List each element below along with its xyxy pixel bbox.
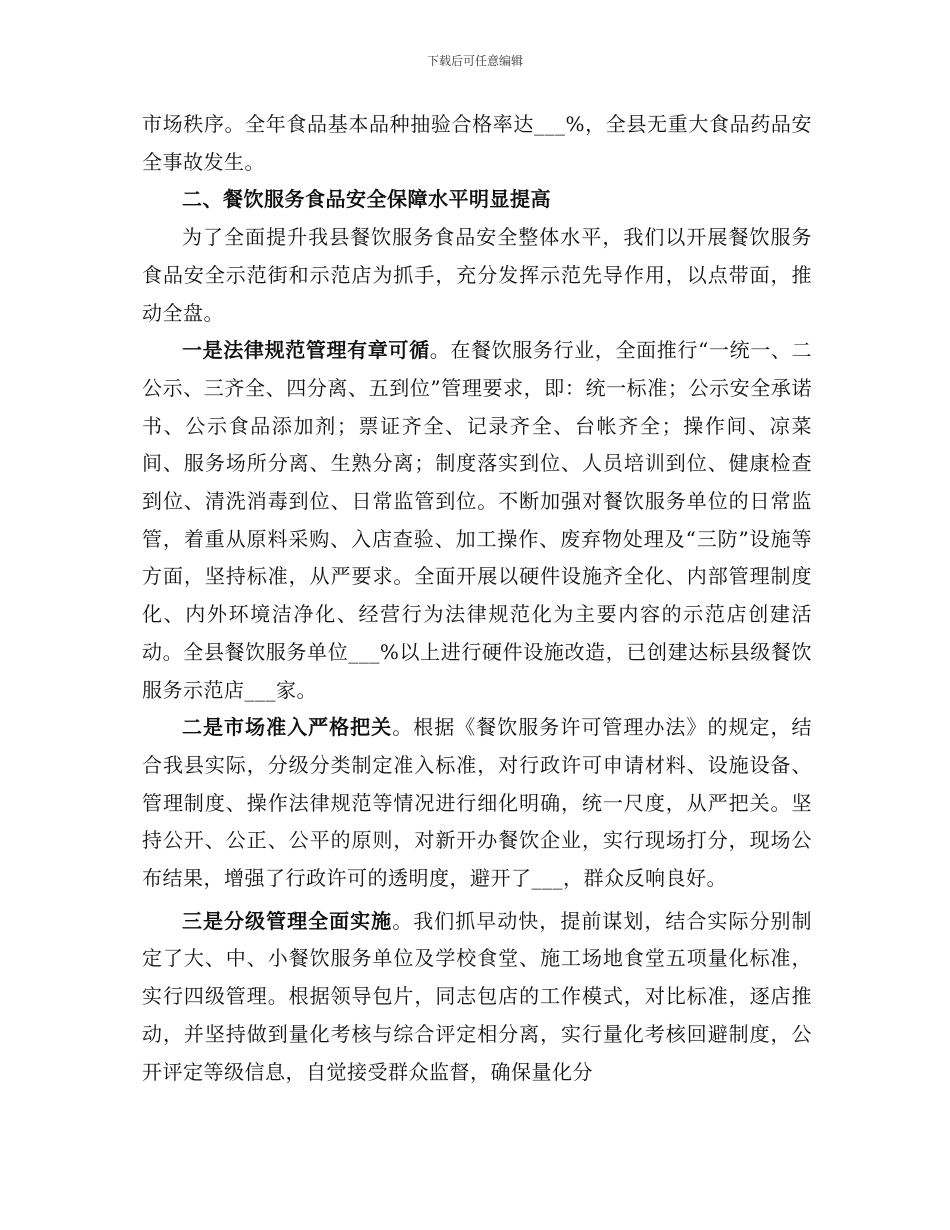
paragraph-graded-management: [142, 903, 812, 1092]
paragraph-text: 。在餐饮服务行业，全面推行“一统一、二公示、三齐全、四分离、五到位”管理要求，即：统一标准；公示安全承诺书、公示食品添加剂；票证齐全、记录齐全、台帐齐全；操作间、凉菜间、服务场所分离、生熟分离；制度落实到位、人员培训到位、健康检查到位、清洗消毒到位、日常监管到位。不断加强对餐饮服务单位的日常监管，着重从原料采购、入店查验、加工操作、废弃物处理及“三防”设施等方面，坚持标准，从严要求。全面开展以硬件设施齐全化、内部管理制度化、内外环境洁净化、经营行为法律规范化为主要内容的示范店创建活动。全县餐饮服务单位___%以上进行硬件设施改造，已创建达标县级餐饮服务示范店___家。: [142, 338, 813, 702]
paragraph-legal-norms: [142, 332, 812, 709]
page-header: 下载后可任意编辑: [426, 54, 523, 68]
paragraph-text: 。根据《餐饮服务许可管理办法》的规定，结合我县实际，分级分类制定准入标准，对行政许可申请材料、设施设备、管理制度、操作法律规范等情况进行细化明确，统一尺度，从严把关。坚持公开、公正、公平的原则，对新开办餐饮企业，实行现场打分，现场公布结果，增强了行政许可的透明度，避开了___，群众反响良好。: [142, 715, 813, 891]
paragraph-intro: 为了全面提升我县餐饮服务食品安全整体水平，我们以开展餐饮服务食品安全示范街和示范店为抓手，充分发挥示范先导作用，以点带面，推动全盘。: [142, 225, 812, 325]
paragraph-text: 。我们抓早动快，提前谋划，结合实际分别制定了大、中、小餐饮服务单位及学校食堂、施工场地食堂五项量化标准，实行四级管理。根据领导包片，同志包店的工作模式，对比标准，逐店推动，并坚持做到量化考核与综合评定相分离，实行量化考核回避制度，公开评定等级信息，自觉接受群众监督，确保量化分: [142, 908, 813, 1084]
paragraph-lead: 三是分级管理全面实施: [182, 908, 393, 933]
document-body: [142, 106, 812, 1091]
paragraph-continuation: 市场秩序。全年食品基本品种抽验合格率达___%，全县无重大食品药品安全事故发生。: [142, 112, 812, 174]
section-heading: 二、餐饮服务食品安全保障水平明显提高: [182, 187, 551, 212]
paragraph-lead: 二是市场准入严格把关: [182, 715, 393, 740]
paragraph-market-access: [142, 709, 812, 898]
paragraph-lead: 一是法律规范管理有章可循: [182, 338, 430, 363]
